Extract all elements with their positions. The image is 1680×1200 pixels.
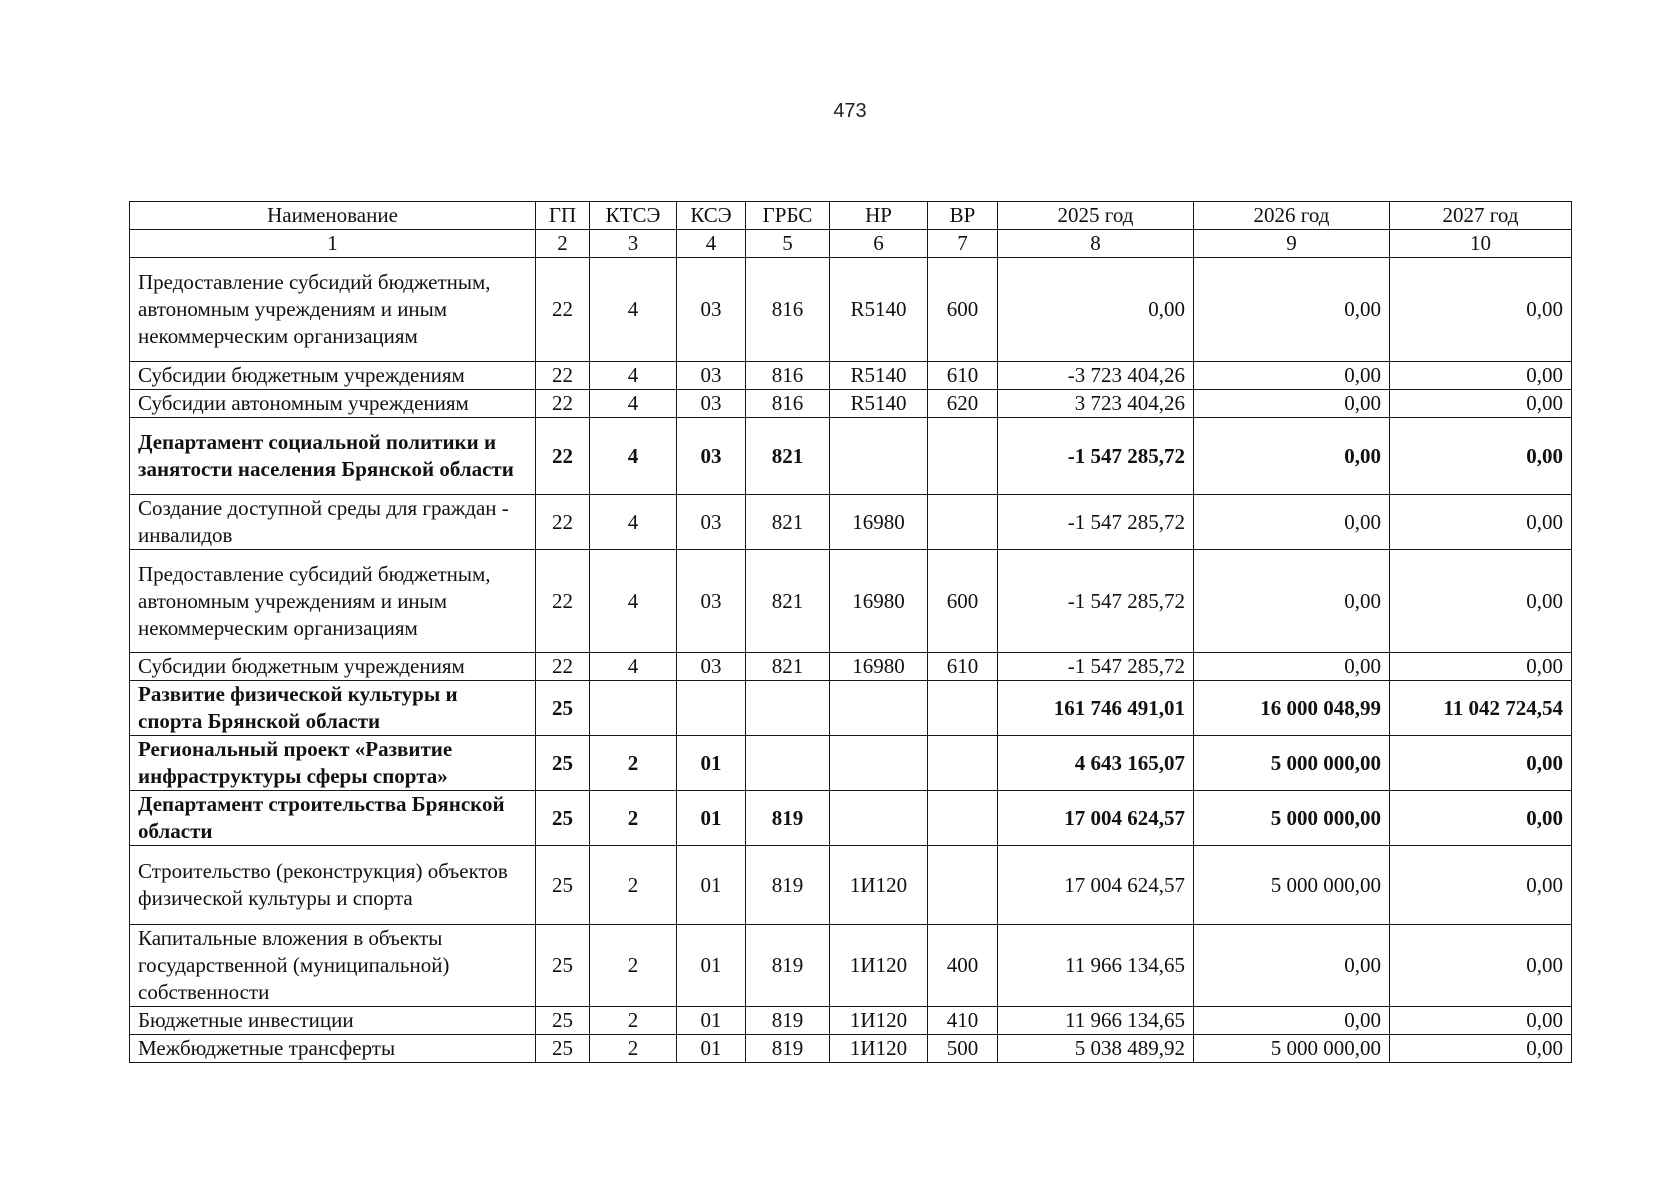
row-gp: 22 — [536, 418, 590, 495]
row-grbs: 819 — [746, 791, 830, 846]
row-value-2026: 0,00 — [1194, 653, 1390, 681]
row-name: Департамент строительства Брянской области — [130, 791, 536, 846]
row-value-2027: 0,00 — [1390, 362, 1572, 390]
row-value-2027: 0,00 — [1390, 1007, 1572, 1035]
row-value-2027: 0,00 — [1390, 418, 1572, 495]
row-vr: 610 — [928, 653, 998, 681]
table-row — [130, 418, 1572, 495]
col-header-nr: НР — [830, 202, 928, 230]
row-ktse: 2 — [590, 791, 677, 846]
row-gp: 25 — [536, 681, 590, 736]
table-body — [130, 258, 1572, 1063]
row-value-2026: 0,00 — [1194, 550, 1390, 653]
row-vr — [928, 418, 998, 495]
row-ktse: 4 — [590, 362, 677, 390]
row-value-2025: 0,00 — [998, 258, 1194, 362]
col-number: 9 — [1194, 230, 1390, 258]
table-row — [130, 495, 1572, 550]
row-grbs: 821 — [746, 550, 830, 653]
row-gp: 22 — [536, 550, 590, 653]
table-row — [130, 550, 1572, 653]
row-value-2026: 0,00 — [1194, 390, 1390, 418]
row-name: Региональный проект «Развитие инфраструктуры сферы спорта» — [130, 736, 536, 791]
row-vr: 600 — [928, 550, 998, 653]
row-value-2026: 5 000 000,00 — [1194, 736, 1390, 791]
row-vr: 410 — [928, 1007, 998, 1035]
page-number: 473 — [833, 100, 867, 122]
row-ktse: 4 — [590, 418, 677, 495]
row-gp: 25 — [536, 1035, 590, 1063]
row-value-2025: 11 966 134,65 — [998, 1007, 1194, 1035]
row-value-2025: -1 547 285,72 — [998, 418, 1194, 495]
row-nr — [830, 681, 928, 736]
row-name: Предоставление субсидий бюджетным, автономным учреждениям и иным некоммерческим организациям — [130, 550, 536, 653]
row-kse: 03 — [677, 550, 746, 653]
row-vr: 500 — [928, 1035, 998, 1063]
row-nr: 1И120 — [830, 1035, 928, 1063]
row-kse: 01 — [677, 791, 746, 846]
table-row — [130, 736, 1572, 791]
row-nr — [830, 418, 928, 495]
row-value-2025: -3 723 404,26 — [998, 362, 1194, 390]
row-value-2025: 5 038 489,92 — [998, 1035, 1194, 1063]
row-gp: 22 — [536, 390, 590, 418]
row-nr: R5140 — [830, 390, 928, 418]
row-ktse: 4 — [590, 258, 677, 362]
row-kse: 01 — [677, 736, 746, 791]
row-gp: 25 — [536, 736, 590, 791]
row-value-2027: 0,00 — [1390, 791, 1572, 846]
row-value-2027: 0,00 — [1390, 550, 1572, 653]
row-name: Развитие физической культуры и спорта Брянской области — [130, 681, 536, 736]
table-row — [130, 390, 1572, 418]
col-number: 8 — [998, 230, 1194, 258]
col-number: 1 — [130, 230, 536, 258]
row-ktse: 2 — [590, 736, 677, 791]
row-grbs: 819 — [746, 846, 830, 925]
row-name: Создание доступной среды для граждан - инвалидов — [130, 495, 536, 550]
row-name: Бюджетные инвестиции — [130, 1007, 536, 1035]
table-row — [130, 925, 1572, 1007]
row-gp: 25 — [536, 1007, 590, 1035]
row-ktse: 4 — [590, 495, 677, 550]
row-ktse: 2 — [590, 1035, 677, 1063]
row-grbs: 819 — [746, 1035, 830, 1063]
row-grbs — [746, 681, 830, 736]
row-value-2026: 0,00 — [1194, 258, 1390, 362]
row-gp: 22 — [536, 653, 590, 681]
row-nr: 1И120 — [830, 846, 928, 925]
row-value-2027: 0,00 — [1390, 653, 1572, 681]
col-header-name: Наименование — [130, 202, 536, 230]
table-row — [130, 258, 1572, 362]
row-ktse: 2 — [590, 846, 677, 925]
row-value-2025: 3 723 404,26 — [998, 390, 1194, 418]
row-vr: 600 — [928, 258, 998, 362]
row-vr — [928, 681, 998, 736]
row-kse: 03 — [677, 418, 746, 495]
col-number: 4 — [677, 230, 746, 258]
row-name: Департамент социальной политики и занятости населения Брянской области — [130, 418, 536, 495]
col-header-2025: 2025 год — [998, 202, 1194, 230]
row-value-2027: 11 042 724,54 — [1390, 681, 1572, 736]
column-number-row — [130, 230, 1572, 258]
row-value-2025: -1 547 285,72 — [998, 550, 1194, 653]
table-row — [130, 681, 1572, 736]
row-name: Межбюджетные трансферты — [130, 1035, 536, 1063]
row-value-2027: 0,00 — [1390, 390, 1572, 418]
col-number: 10 — [1390, 230, 1572, 258]
col-header-ktse: КТСЭ — [590, 202, 677, 230]
row-nr: 1И120 — [830, 1007, 928, 1035]
row-kse: 03 — [677, 653, 746, 681]
header-row — [130, 202, 1572, 230]
row-name: Предоставление субсидий бюджетным, автономным учреждениям и иным некоммерческим организациям — [130, 258, 536, 362]
col-header-gp: ГП — [536, 202, 590, 230]
row-kse — [677, 681, 746, 736]
row-value-2025: 4 643 165,07 — [998, 736, 1194, 791]
row-ktse — [590, 681, 677, 736]
table-row — [130, 653, 1572, 681]
row-vr — [928, 495, 998, 550]
row-grbs — [746, 736, 830, 791]
row-kse: 01 — [677, 846, 746, 925]
row-gp: 22 — [536, 495, 590, 550]
row-value-2027: 0,00 — [1390, 736, 1572, 791]
row-nr — [830, 736, 928, 791]
col-header-2027: 2027 год — [1390, 202, 1572, 230]
row-gp: 22 — [536, 258, 590, 362]
row-kse: 03 — [677, 258, 746, 362]
row-value-2026: 0,00 — [1194, 495, 1390, 550]
row-value-2025: -1 547 285,72 — [998, 653, 1194, 681]
row-kse: 01 — [677, 1035, 746, 1063]
row-name: Строительство (реконструкция) объектов физической культуры и спорта — [130, 846, 536, 925]
row-ktse: 4 — [590, 390, 677, 418]
row-value-2026: 0,00 — [1194, 418, 1390, 495]
row-kse: 03 — [677, 495, 746, 550]
row-ktse: 4 — [590, 653, 677, 681]
col-header-vr: ВР — [928, 202, 998, 230]
row-nr: 16980 — [830, 550, 928, 653]
row-value-2027: 0,00 — [1390, 495, 1572, 550]
table-row — [130, 846, 1572, 925]
row-vr: 620 — [928, 390, 998, 418]
row-grbs: 821 — [746, 418, 830, 495]
table-row — [130, 791, 1572, 846]
row-vr: 610 — [928, 362, 998, 390]
row-value-2025: 17 004 624,57 — [998, 846, 1194, 925]
row-value-2027: 0,00 — [1390, 258, 1572, 362]
row-value-2026: 0,00 — [1194, 1007, 1390, 1035]
row-gp: 22 — [536, 362, 590, 390]
row-grbs: 821 — [746, 653, 830, 681]
col-number: 7 — [928, 230, 998, 258]
row-ktse: 4 — [590, 550, 677, 653]
row-value-2027: 0,00 — [1390, 846, 1572, 925]
row-ktse: 2 — [590, 1007, 677, 1035]
row-nr: 16980 — [830, 495, 928, 550]
row-vr: 400 — [928, 925, 998, 1007]
table-row — [130, 362, 1572, 390]
row-vr — [928, 736, 998, 791]
col-number: 2 — [536, 230, 590, 258]
row-nr — [830, 791, 928, 846]
row-ktse: 2 — [590, 925, 677, 1007]
row-grbs: 819 — [746, 925, 830, 1007]
row-name: Субсидии автономным учреждениям — [130, 390, 536, 418]
col-number: 6 — [830, 230, 928, 258]
row-grbs: 816 — [746, 362, 830, 390]
row-name: Субсидии бюджетным учреждениям — [130, 653, 536, 681]
col-number: 3 — [590, 230, 677, 258]
row-name: Капитальные вложения в объекты государственной (муниципальной) собственности — [130, 925, 536, 1007]
table-row — [130, 1007, 1572, 1035]
row-nr: 1И120 — [830, 925, 928, 1007]
row-kse: 01 — [677, 1007, 746, 1035]
row-nr: R5140 — [830, 362, 928, 390]
row-kse: 01 — [677, 925, 746, 1007]
budget-table — [129, 201, 1572, 1063]
row-value-2026: 16 000 048,99 — [1194, 681, 1390, 736]
row-gp: 25 — [536, 791, 590, 846]
row-grbs: 816 — [746, 390, 830, 418]
row-grbs: 816 — [746, 258, 830, 362]
row-kse: 03 — [677, 390, 746, 418]
row-value-2027: 0,00 — [1390, 925, 1572, 1007]
row-nr: R5140 — [830, 258, 928, 362]
row-value-2026: 5 000 000,00 — [1194, 1035, 1390, 1063]
row-value-2026: 0,00 — [1194, 925, 1390, 1007]
row-kse: 03 — [677, 362, 746, 390]
table-row — [130, 1035, 1572, 1063]
row-value-2026: 5 000 000,00 — [1194, 791, 1390, 846]
row-nr: 16980 — [830, 653, 928, 681]
col-header-grbs: ГРБС — [746, 202, 830, 230]
col-number: 5 — [746, 230, 830, 258]
row-grbs: 819 — [746, 1007, 830, 1035]
row-vr — [928, 791, 998, 846]
col-header-2026: 2026 год — [1194, 202, 1390, 230]
row-value-2026: 5 000 000,00 — [1194, 846, 1390, 925]
row-value-2025: 17 004 624,57 — [998, 791, 1194, 846]
row-value-2025: 161 746 491,01 — [998, 681, 1194, 736]
row-value-2026: 0,00 — [1194, 362, 1390, 390]
col-header-kse: КСЭ — [677, 202, 746, 230]
row-gp: 25 — [536, 846, 590, 925]
row-gp: 25 — [536, 925, 590, 1007]
row-value-2027: 0,00 — [1390, 1035, 1572, 1063]
row-grbs: 821 — [746, 495, 830, 550]
row-value-2025: 11 966 134,65 — [998, 925, 1194, 1007]
row-vr — [928, 846, 998, 925]
row-value-2025: -1 547 285,72 — [998, 495, 1194, 550]
row-name: Субсидии бюджетным учреждениям — [130, 362, 536, 390]
